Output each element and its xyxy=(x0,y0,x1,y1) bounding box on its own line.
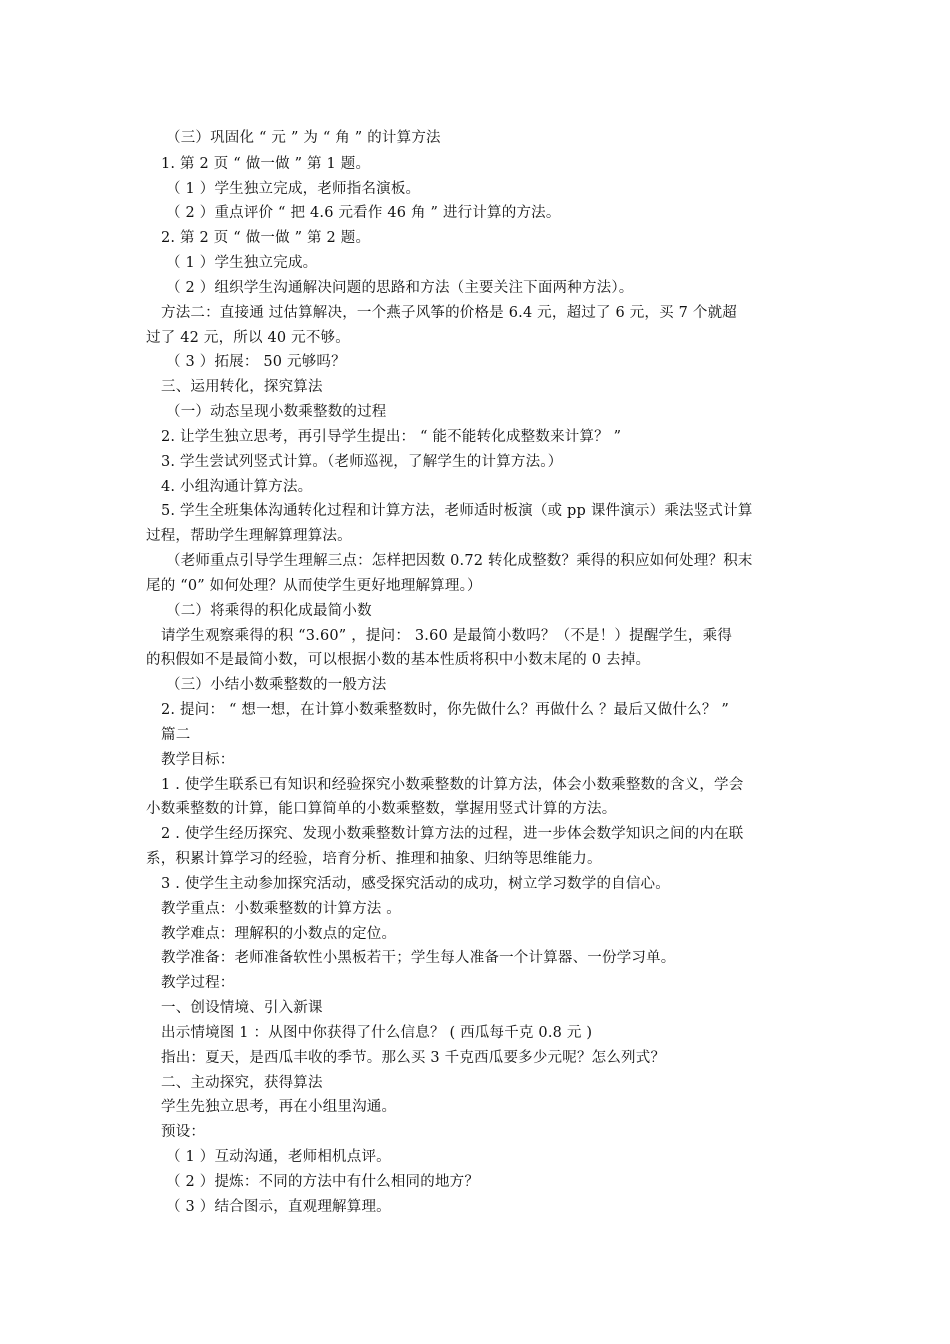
text-line: 3. 学生尝试列竖式计算。（老师巡视，了解学生的计算方法。） xyxy=(161,454,563,470)
text-line: 小数乘整数的计算，能口算简单的小数乘整数，掌握用竖式计算的方法。 xyxy=(146,801,617,817)
text-line: （ 1 ）互动沟通，老师相机点评。 xyxy=(166,1149,391,1165)
text-line: （ 2 ）提炼：不同的方法中有什么相同的地方？ xyxy=(166,1174,480,1190)
text-line: 2. 让学生独立思考，再引导学生提出： “ 能不能转化成整数来计算？ ” xyxy=(161,429,622,445)
text-line: 3 . 使学生主动参加探究活动，感受探究活动的成功，树立学习数学的自信心。 xyxy=(161,876,670,892)
text-line: （三）小结小数乘整数的一般方法 xyxy=(166,677,387,693)
text-line: 方法二：直接通 过估算解决，一个燕子风筝的价格是 6.4 元，超过了 6 元，买 7 个就超 xyxy=(161,305,737,321)
text-line: 篇二 xyxy=(161,727,191,743)
text-line: 2. 提问： “ 想一想，在计算小数乘整数时，你先做什么？再做什么 ？最后又做什么？ ” xyxy=(161,702,730,718)
text-line: 二、主动探究，获得算法 xyxy=(161,1075,323,1091)
text-line: （ 1 ）学生独立完成，老师指名演板。 xyxy=(166,181,421,197)
text-line: （老师重点引导学生理解三点：怎样把因数 0.72 转化成整数？乘得的积应如何处理？积末 xyxy=(166,553,753,569)
text-line: （一）动态呈现小数乘整数的过程 xyxy=(166,404,387,420)
text-line: （ 2 ）组织学生沟通解决问题的思路和方法（主要关注下面两种方法）。 xyxy=(166,280,634,296)
text-line: 教学难点：理解积的小数点的定位。 xyxy=(161,926,397,942)
text-line: 1. 第 2 页 “ 做一做 ” 第 1 题。 xyxy=(161,156,371,172)
text-line: 5. 学生全班集体沟通转化过程和计算方法，老师适时板演（或 pp 课件演示）乘法竖式计算 xyxy=(161,503,753,519)
text-line: 指出：夏天，是西瓜丰收的季节。那么买 3 千克西瓜要多少元呢？怎么列式？ xyxy=(161,1050,666,1066)
text-line: 教学目标： xyxy=(161,752,235,768)
text-line: （ 2 ）重点评价 “ 把 4.6 元看作 46 角 ” 进行计算的方法。 xyxy=(166,205,561,221)
text-line: 1 . 使学生联系已有知识和经验探究小数乘整数的计算方法，体会小数乘整数的含义，学会 xyxy=(161,777,744,793)
text-line: 预设： xyxy=(161,1124,206,1140)
text-line: 一、创设情境、引入新课 xyxy=(161,1000,323,1016)
text-line: 2. 第 2 页 “ 做一做 ” 第 2 题。 xyxy=(161,230,371,246)
text-line: 学生先独立思考，再在小组里沟通。 xyxy=(161,1099,397,1115)
text-line: （二）将乘得的积化成最简小数 xyxy=(166,603,372,619)
text-line: 教学过程： xyxy=(161,975,235,991)
text-line: 教学重点：小数乘整数的计算方法 。 xyxy=(161,901,402,917)
text-line: 4. 小组沟通计算方法。 xyxy=(161,479,313,495)
text-line: 请学生观察乘得的积 “3.60” ，提问： 3.60 是最简小数吗？（不是！）提醒学生，乘得 xyxy=(161,628,733,644)
text-line: 尾的 “0” 如何处理？从而使学生更好地理解算理。） xyxy=(146,578,482,594)
text-line: 过程，帮助学生理解算理算法。 xyxy=(146,528,352,544)
text-line: 三、运用转化，探究算法 xyxy=(161,379,323,395)
text-line: 2 . 使学生经历探究、发现小数乘整数计算方法的过程，进一步体会数学知识之间的内在联 xyxy=(161,826,744,842)
text-line: 系，积累计算学习的经验，培育分析、推理和抽象、归纳等思维能力。 xyxy=(146,851,602,867)
text-line: （ 1 ）学生独立完成。 xyxy=(166,255,318,271)
text-line: 的积假如不是最简小数，可以根据小数的基本性质将积中小数末尾的 0 去掉。 xyxy=(146,652,651,668)
text-line: 过了 42 元，所以 40 元不够。 xyxy=(146,330,350,346)
text-line: 教学准备：老师准备软性小黑板若干；学生每人准备一个计算器、一份学习单。 xyxy=(161,950,676,966)
text-line: （三）巩固化 “ 元 ” 为 “ 角 ” 的计算方法 xyxy=(166,130,441,146)
text-line: （ 3 ）结合图示，直观理解算理。 xyxy=(166,1199,391,1215)
text-line: （ 3 ）拓展： 50 元够吗？ xyxy=(166,354,346,370)
text-line: 出示情境图 1 ：从图中你获得了什么信息？ ( 西瓜每千克 0.8 元 ) xyxy=(161,1025,593,1041)
